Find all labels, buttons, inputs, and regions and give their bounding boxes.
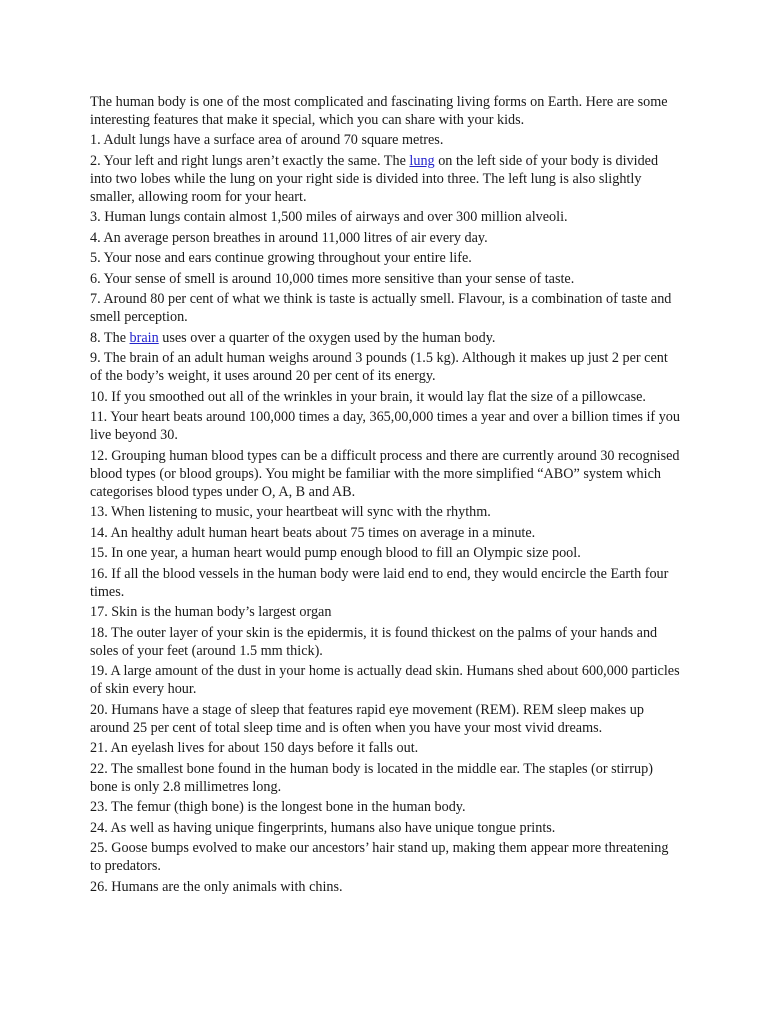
fact-2-text-before: 2. Your left and right lungs aren’t exactly the same. The [90,152,410,169]
lung-link[interactable]: lung [409,152,435,169]
fact-4: 4. An average person breathes in around 11,000 litres of air every day. [90,229,488,246]
fact-15: 15. In one year, a human heart would pump enough blood to fill an Olympic size pool. [90,545,581,561]
fact-18: 18. The outer layer of your skin is the epidermis, it is found thickest on the palms of your hands and soles of your feet (around 1.5 mm thick). [90,624,658,659]
fact-19: 19. A large amount of the dust in your home is actually dead skin. Humans shed about 600,000 particles of skin every hour. [90,663,680,697]
fact-1: 1. Adult lungs have a surface area of around 70 square metres. [90,132,444,148]
fact-23: 23. The femur (thigh bone) is the longest bone in the human body. [90,799,466,815]
fact-16: 16. If all the blood vessels in the human body were laid end to end, they would encircle the Earth four times. [90,565,669,600]
fact-2 [90,152,682,206]
fact-26: 26. Humans are the only animals with chins. [90,878,343,895]
fact-5: 5. Your nose and ears continue growing throughout your entire life. [90,250,472,266]
fact-17: 17. Skin is the human body’s largest organ [90,604,332,620]
fact-24: 24. As well as having unique fingerprints, humans also have unique tongue prints. [90,819,556,836]
fact-12: 12. Grouping human blood types can be a difficult process and there are currently around 30 recognised blood types (or blood groups). You might be familiar with the more simplified “ABO” system which categorises blood types under O, A, B and AB. [90,447,680,500]
fact-8 [90,329,682,347]
fact-25: 25. Goose bumps evolved to make our ancestors’ hair stand up, making them appear more threatening to predators. [90,840,669,874]
intro-paragraph: The human body is one of the most complicated and fascinating living forms on Earth. Here are some interesting features that make it special, which you can share with your kids. [90,94,668,128]
fact-11: 11. Your heart beats around 100,000 times a day, 365,00,000 times a year and over a billion times if you live beyond 30. [90,409,680,443]
document-page [90,93,682,898]
fact-7: 7. Around 80 per cent of what we think is taste is actually smell. Flavour, is a combination of taste and smell perception. [90,291,672,325]
fact-8-text-after: uses over a quarter of the oxygen used by the human body. [158,329,496,346]
fact-22: 22. The smallest bone found in the human body is located in the middle ear. The staples (or stirrup) bone is only 2.8 millimetres long. [90,760,653,795]
fact-8-text-before: 8. The [90,329,130,346]
fact-20: 20. Humans have a stage of sleep that features rapid eye movement (REM). REM sleep makes up around 25 per cent of total sleep time and is often when you have your most vivid dreams. [90,701,644,736]
fact-2-text-after: on the left side of your body is divided into two lobes while the lung on your right side is divided into three. The left lung is also slightly smaller, allowing room for your heart. [90,152,659,205]
fact-13: 13. When listening to music, your heartbeat will sync with the rhythm. [90,504,491,520]
fact-14: 14. An healthy adult human heart beats about 75 times on average in a minute. [90,524,536,541]
fact-6: 6. Your sense of smell is around 10,000 times more sensitive than your sense of taste. [90,270,575,287]
fact-9: 9. The brain of an adult human weighs around 3 pounds (1.5 kg). Although it makes up just 2 per cent of the body’s weight, it uses around 20 per cent of its energy. [90,350,668,384]
fact-21: 21. An eyelash lives for about 150 days before it falls out. [90,740,419,756]
fact-3: 3. Human lungs contain almost 1,500 miles of airways and over 300 million alveoli. [90,209,568,225]
brain-link[interactable]: brain [129,329,159,346]
fact-10: 10. If you smoothed out all of the wrinkles in your brain, it would lay flat the size of a pillowcase. [90,388,646,405]
